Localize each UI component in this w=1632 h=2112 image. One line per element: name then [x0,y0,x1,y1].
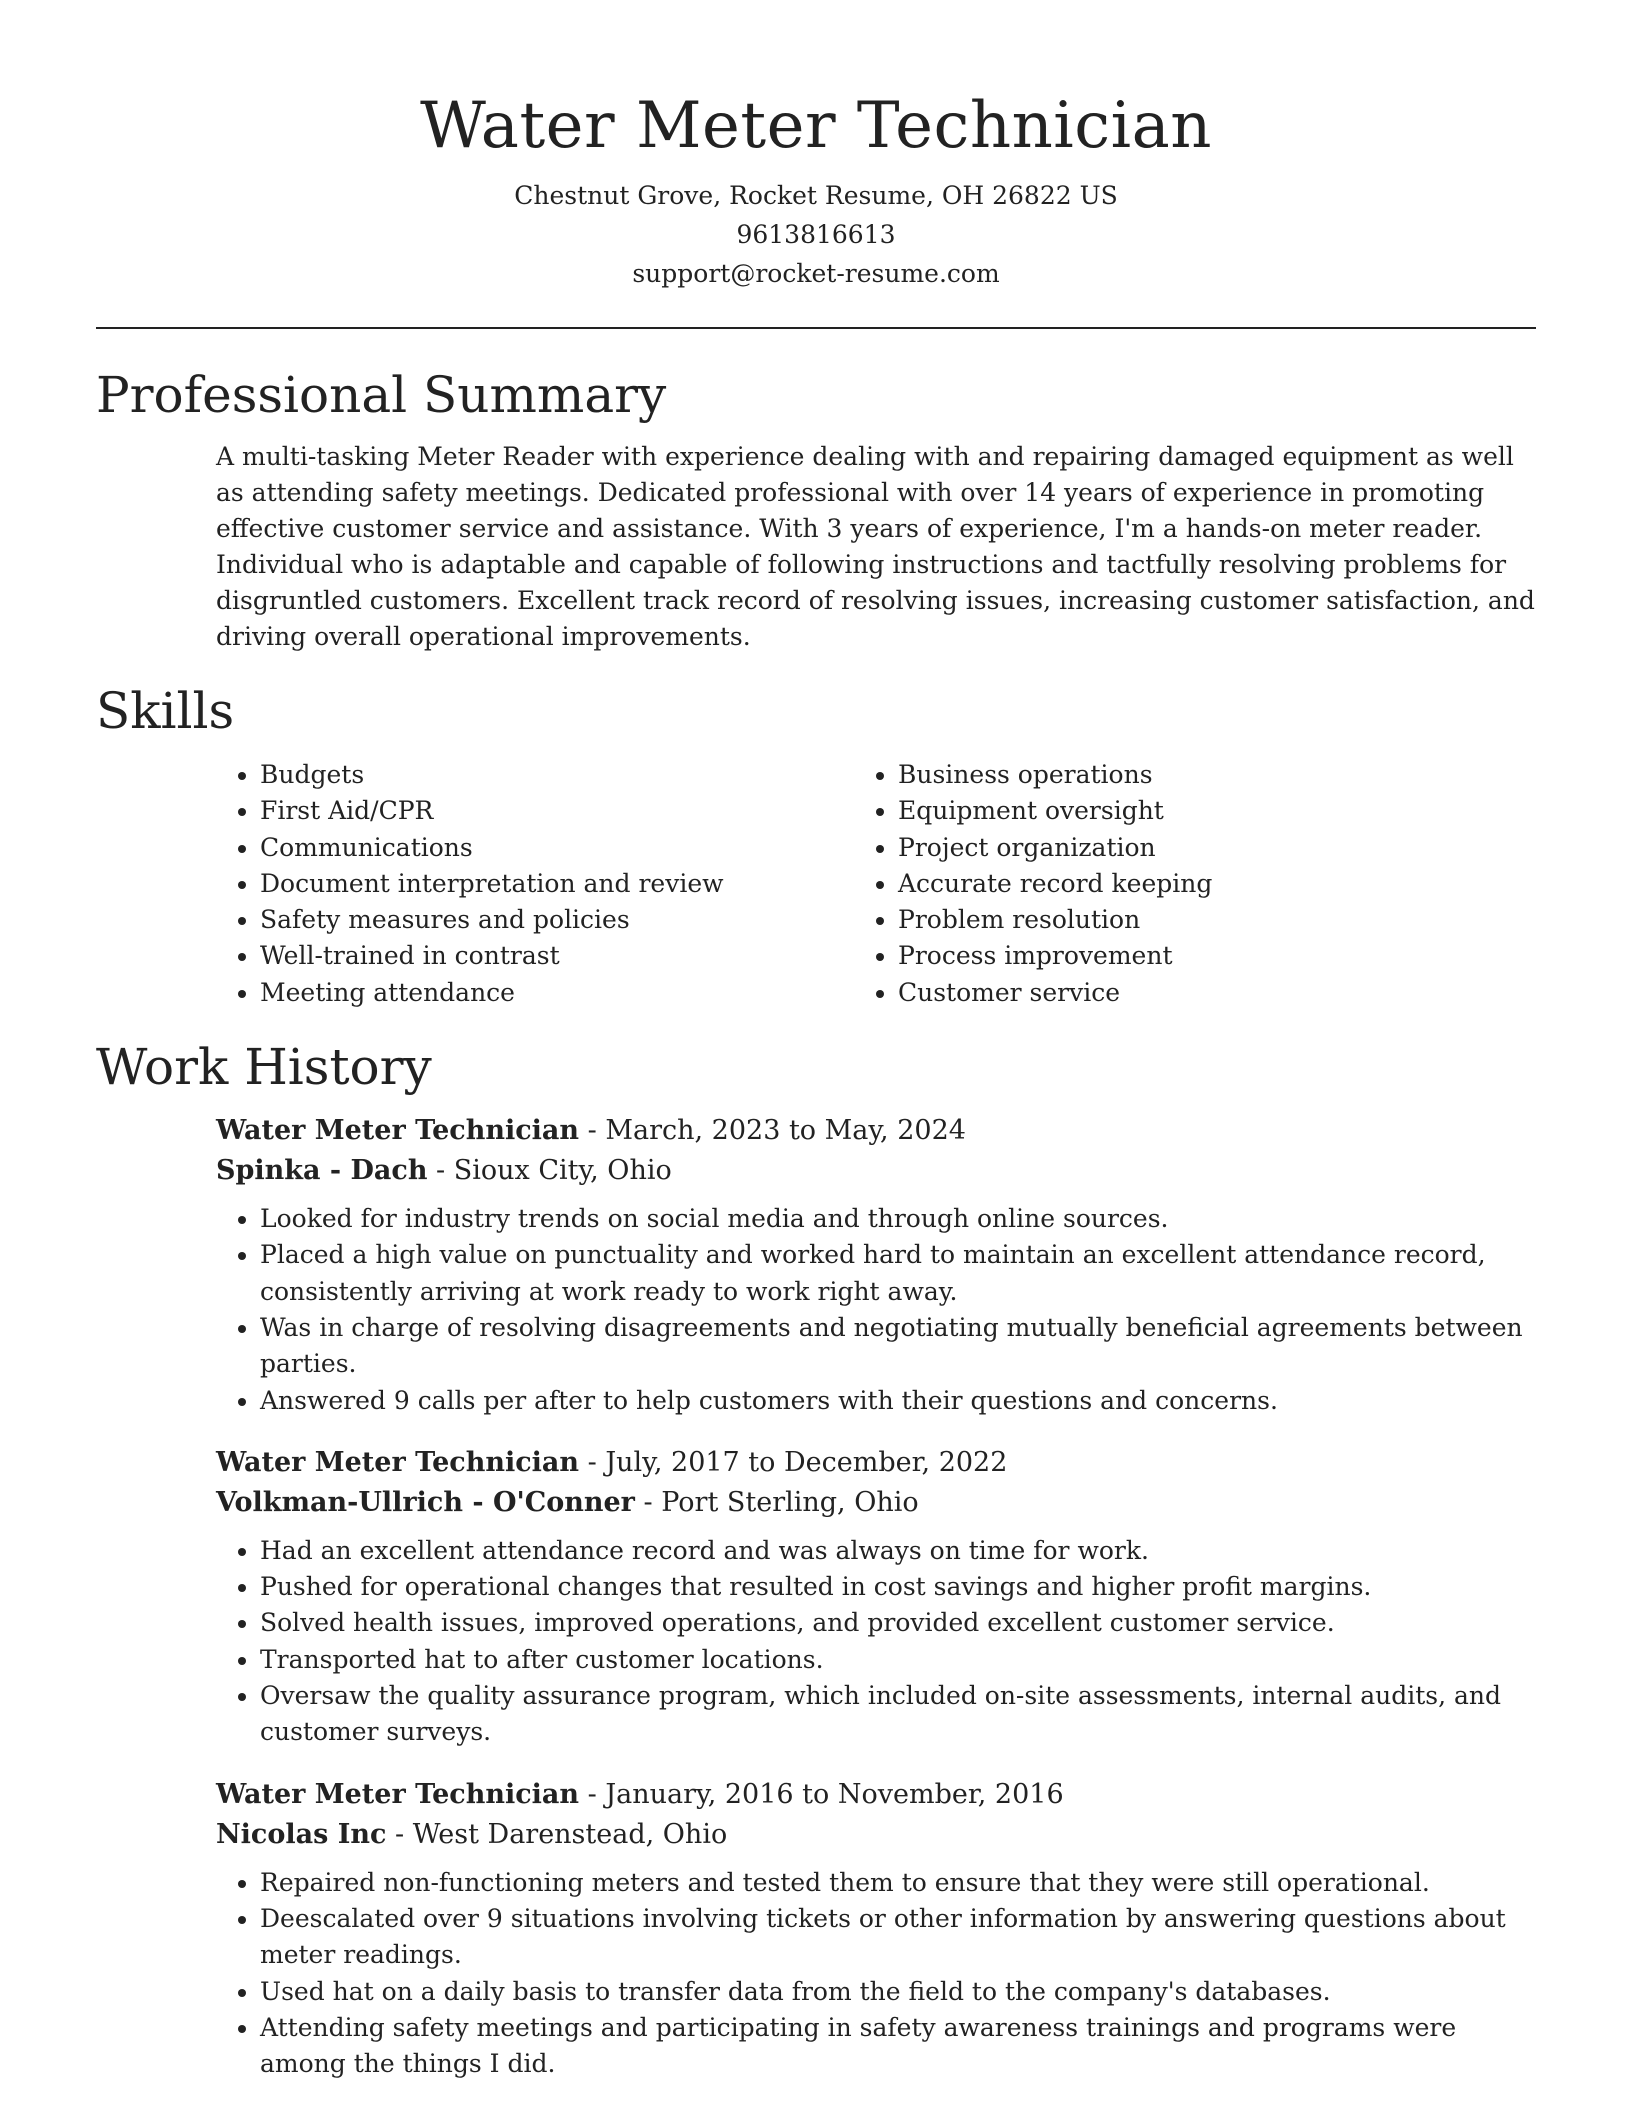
job-duties [216,1533,1536,1751]
address: Chestnut Grove, Rocket Resume, OH 26822 US [514,181,1118,210]
header-divider [96,327,1536,329]
skills-heading: Skills [96,682,235,740]
job-dates: - January, 2016 to November, 2016 [579,1778,1064,1810]
job-title-line [216,1111,1536,1151]
duty-item: • Was in charge of resolving disagreements and negotiating mutually beneficial agreements between parties. [260,1310,1536,1383]
job-company: Volkman-Ullrich - O'Conner [216,1486,635,1518]
job-company-line [216,1151,1536,1191]
skill-item: • Meeting attendance [260,975,898,1011]
job-location: - West Darenstead, Ohio [386,1818,728,1850]
duty-item: • Attending safety meetings and participating in safety awareness trainings and programs were among the things I did. [260,2010,1536,2083]
duty-item: • Placed a high value on punctuality and worked hard to maintain an excellent attendance record, consistently arriving at work ready to work right away. [260,1237,1536,1310]
skill-item: • Well-trained in contrast [260,938,898,974]
candidate-name: Water Meter Technician [420,89,1212,163]
skill-item: • Accurate record keeping [898,866,1536,902]
job-dates: - March, 2023 to May, 2024 [579,1115,966,1147]
skill-item: • Business operations [898,757,1536,793]
job-duties [216,1865,1536,2083]
skill-item: • Project organization [898,830,1536,866]
job-company: Nicolas Inc [216,1818,387,1850]
skills-column-left [216,757,898,1011]
skill-item: • Equipment oversight [898,793,1536,829]
skill-item: • Problem resolution [898,902,1536,938]
skill-item: • Safety measures and policies [260,902,898,938]
job-company: Spinka - Dach [216,1155,428,1187]
duty-item: • Deescalated over 9 situations involving tickets or other information by answering questions about meter readings. [260,1901,1536,1974]
duty-item: • Used hat on a daily basis to transfer data from the field to the company's databases. [260,1974,1536,2010]
skill-item: • First Aid/CPR [260,793,898,829]
duty-item: • Transported hat to after customer locations. [260,1642,1536,1678]
job-entry [216,1775,1536,2083]
job-entry [216,1443,1536,1751]
skill-item: • Process improvement [898,938,1536,974]
job-duties [216,1201,1536,1419]
duty-item: • Looked for industry trends on social media and through online sources. [260,1201,1536,1237]
duty-item: • Oversaw the quality assurance program, which included on-site assessments, internal audits, and customer surveys. [260,1678,1536,1751]
work-history-heading: Work History [96,1038,432,1097]
job-location: - Sioux City, Ohio [427,1155,672,1187]
skill-item: • Budgets [260,757,898,793]
skills-column-right [898,757,1536,1011]
job-title-line [216,1443,1536,1483]
duty-item: • Repaired non-functioning meters and tested them to ensure that they were still operational. [260,1865,1536,1901]
job-title-line [216,1775,1536,1815]
skill-item: • Document interpretation and review [260,866,898,902]
job-entry [216,1111,1536,1419]
skill-item: • Customer service [898,975,1536,1011]
resume-page [96,0,1536,2082]
phone: 9613816613 [736,220,896,249]
job-company-line [216,1483,1536,1523]
contact-block [96,176,1536,293]
job-location: - Port Sterling, Ohio [634,1486,919,1518]
job-title: Water Meter Technician [216,1115,580,1147]
duty-item: • Had an excellent attendance record and was always on time for work. [260,1533,1536,1569]
job-title: Water Meter Technician [216,1446,580,1478]
summary-text: A multi-tasking Meter Reader with experience dealing with and repairing damaged equipment as well as attending safety meetings. Dedicated professional with over 14 years of experience in promoting effective customer service and assistance. With 3 years of experience, I'm a hands-on meter reader. Individual who is adaptable and capable of following instructions and tactfully resolving problems for disgruntled customers. Excellent track record of resolving issues, increasing customer satisfaction, and driving overall operational improvements. [216,442,1535,651]
summary-heading: Professional Summary [96,366,667,424]
duty-item: • Solved health issues, improved operations, and provided excellent customer service. [260,1605,1536,1641]
job-dates: - July, 2017 to December, 2022 [579,1446,1008,1478]
skill-item: • Communications [260,830,898,866]
job-title: Water Meter Technician [216,1778,580,1810]
email: support@rocket-resume.com [632,259,1000,288]
job-company-line [216,1815,1536,1855]
duty-item: • Answered 9 calls per after to help customers with their questions and concerns. [260,1383,1536,1419]
duty-item: • Pushed for operational changes that resulted in cost savings and higher profit margins. [260,1569,1536,1605]
skills-list [216,757,1536,1011]
